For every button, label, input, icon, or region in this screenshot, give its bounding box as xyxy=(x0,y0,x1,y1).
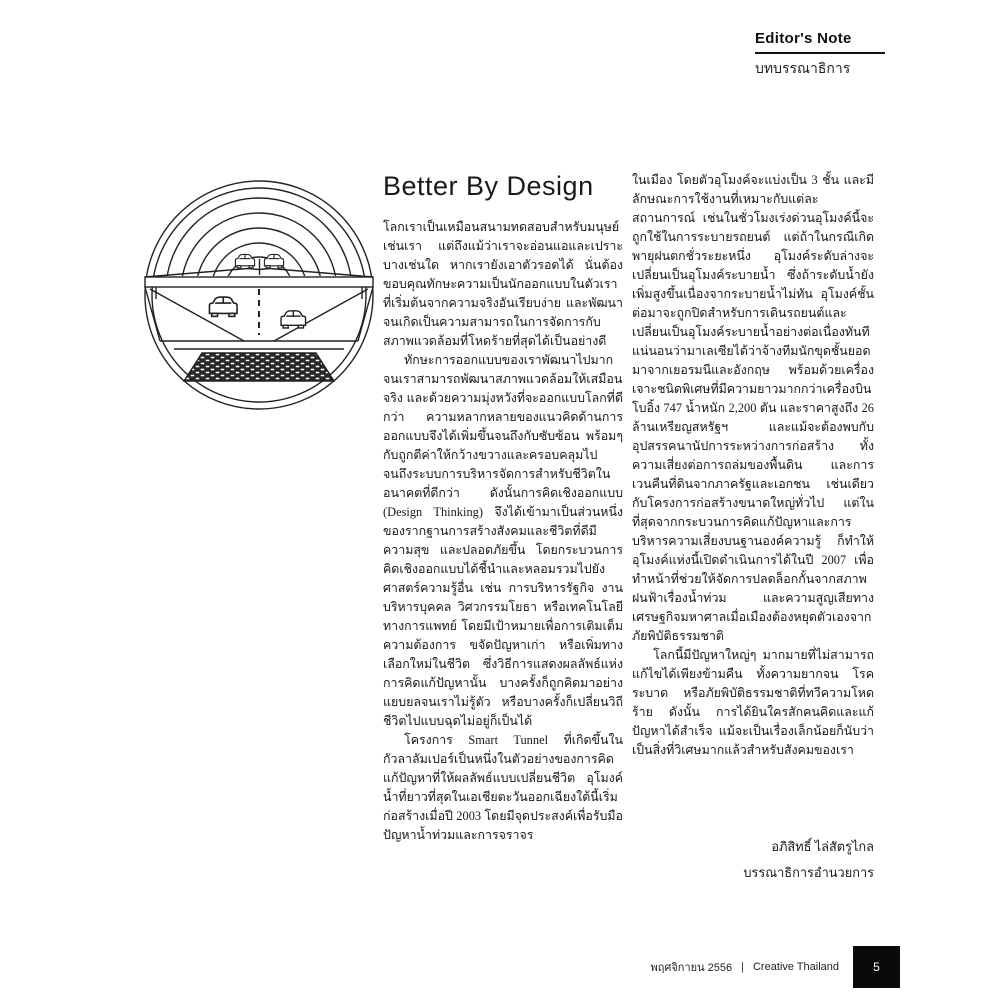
right-column xyxy=(632,171,874,886)
paragraph: โลกเราเป็นเหมือนสนามทดสอบสำหรับมนุษย์เช่นเรา แต่ถึงแม้ว่าเราจะอ่อนแอและเปราะบางเช่นใด หากเรายังเอาตัวรอดได้ นั่นต้องขอบคุณทักษะความเป็นนักออกแบบในตัวเรา ที่เริ่มต้นจากความจริงอันเรียบง่าย และพัฒนาจนเกิดเป็นความสามารถในการจัดการกับสภาพแวดล้อมที่โหดร้ายที่สุดได้เป็นอย่างดี xyxy=(383,219,623,348)
footer-separator: | xyxy=(741,961,744,973)
page-number: 5 xyxy=(873,960,880,974)
editors-note-header xyxy=(755,30,885,80)
footer-magazine-name: Creative Thailand xyxy=(752,961,839,973)
paragraph: ในเมือง โดยตัวอุโมงค์จะแบ่งเป็น 3 ชั้น และมีลักษณะการใช้งานที่เหมาะกับแต่ละสถานการณ์ เช่นในชั่วโมงเร่งด่วนอุโมงค์นี้จะถูกใช้ในการระบายรถยนต์ แต่ถ้าในกรณีเกิดพายุฝนตกชั่วระยะหนึ่ง อุโมงค์ระดับล่างจะเปลี่ยนเป็นอุโมงค์ระบายน้ำ ซึ่งถ้าระดับน้ำยังเพิ่มสูงขึ้นเนื่องจากระบายน้ำไม่ทัน อุโมงค์ชั้นต่อมาจะถูกปิดสำหรับการเดินรถยนต์และเปลี่ยนเป็นอุโมงค์ระบายน้ำอย่างต่อเนื่องทันที แน่นอนว่ามาเลเซียได้ว่าจ้างทีมนักขุดชั้นยอดมาจากเยอรมนีและอังกฤษ พร้อมด้วยเครื่องเจาะชนิดพิเศษที่มีความยาวมากกว่าเครื่องบินโบอิ้ง 747 น้ำหนัก 2,200 ตัน และราคาสูงถึง 26 ล้านเหรียญสหรัฐฯ และแม้จะต้องพบกับอุปสรรคนานัปการระหว่างการก่อสร้าง ทั้งความเสี่ยงต่อการถล่มของพื้นดิน และการเวนคืนที่ดินจากภาครัฐและเอกชน เช่นเดียวกับโครงการก่อสร้างขนาดใหญ่ทั่วไป แต่ในที่สุดจากกระบวนการคิดแก้ปัญหาและการบริหารความเสี่ยงบนฐานองค์ความรู้ ก็ทำให้อุโมงค์แห่งนี้เปิดดำเนินการได้ในปี 2007 เพื่อทำหน้าที่ช่วยให้จัดการปลดล็อกกั้นจากสภาพฝนฟ้าเรื่องน้ำท่วม และความสูญเสียทางเศรษฐกิจมหาศาลเมื่อเมืองต้องหยุดตัวเองจากภัยพิบัติธรรมชาติ xyxy=(632,173,874,643)
footer-date: พฤศจิกายน 2556 xyxy=(650,962,733,974)
tunnel-drawing-svg xyxy=(140,179,378,411)
paragraph: โครงการ Smart Tunnel ที่เกิดขึ้นในกัวลาลัมเปอร์เป็นหนึ่งในตัวอย่างของการคิดแก้ปัญหาที่ให้ผลลัพธ์แบบเปลี่ยนชีวิต อุโมงค์น้ำที่ยาวที่สุดในเอเชียตะวันออกเฉียงใต้นี้เริ่มก่อสร้างเมื่อปี 2003 โดยมีจุดประสงค์เพื่อรับมือปัญหาน้ำท่วมและการจราจร xyxy=(383,732,623,842)
signature-block xyxy=(632,834,874,886)
paragraph: โลกนี้มีปัญหาใหญ่ๆ มากมายที่ไม่สามารถแก้ไขได้เพียงข้ามคืน ทั้งความยากจน โรคระบาด หรือภัยพิบัติธรรมชาติที่ทวีความโหดร้าย ดังนั้น การได้ยินใครสักคนคิดและแก้ปัญหาได้สำเร็จ แม้จะเป็นเรื่องเล็กน้อยก็นับว่าเป็นสิ่งที่วิเศษมากแล้วสำหรับสังคมของเรา xyxy=(632,648,874,757)
signature-name: อภิสิทธิ์ ไล่สัตรูไกล xyxy=(771,840,874,854)
page-footer xyxy=(0,946,900,988)
signature-role: บรรณาธิการอำนวยการ xyxy=(743,866,874,880)
article-title: Better By Design xyxy=(383,171,594,201)
page-number-badge xyxy=(853,946,900,988)
paragraph: ทักษะการออกแบบของเราพัฒนาไปมาก จนเราสามารถพัฒนาสภาพแวดล้อมให้เสมือนจริง และด้วยความมุ่งหวังที่จะออกแบบโลกที่ดีกว่า ความหลากหลายของแนวคิดด้านการออกแบบจึงได้เพิ่มขึ้นจนถึงกับซับซ้อน พร้อมๆ กับถูกตีค่าให้กว้างขวางและครอบคลุมไปจนถึงระบบการบริหารจัดการสำหรับชีวิตในอนาคตที่ดีกว่า ดังนั้นการคิดเชิงออกแบบ (Design Thinking) จึงได้เข้ามาเป็นส่วนหนึ่งของรากฐานการสร้างสังคมและชีวิตที่ดีมีความสุข และปลอดภัยขึ้น โดยกระบวนการคิดเชิงออกแบบได้ชี้นำและหลอมรวมไปยังศาสตร์ความรู้อื่น เช่น การบริหารรัฐกิจ งานบริหารบุคคล วิศวกรรมโยธา หรือเทคโนโลยีทางการแพทย์ โดยมีเป้าหมายเพื่อการเติมเต็มความต้องการ ขจัดปัญหาเก่า หรือเพิ่มทางเลือกใหม่ในชีวิต ซึ่งวิธีการแสดงผลลัพธ์แห่งการคิดแก้ปัญหานั้น บางครั้งก็ถูกคิดมาอย่างแยบยลจนเราไม่รู้ตัว หรือบางครั้งก็เปลี่ยนวิถีชีวิตไปแบบฉุดไม่อยู่ก็เป็นได้ xyxy=(383,352,623,728)
footer-text xyxy=(650,958,839,976)
tunnel-cross-section-illustration xyxy=(140,179,378,411)
section-subtitle-thai: บทบรรณาธิการ xyxy=(755,60,851,76)
section-title: Editor's Note xyxy=(755,30,885,54)
left-column xyxy=(383,172,623,845)
